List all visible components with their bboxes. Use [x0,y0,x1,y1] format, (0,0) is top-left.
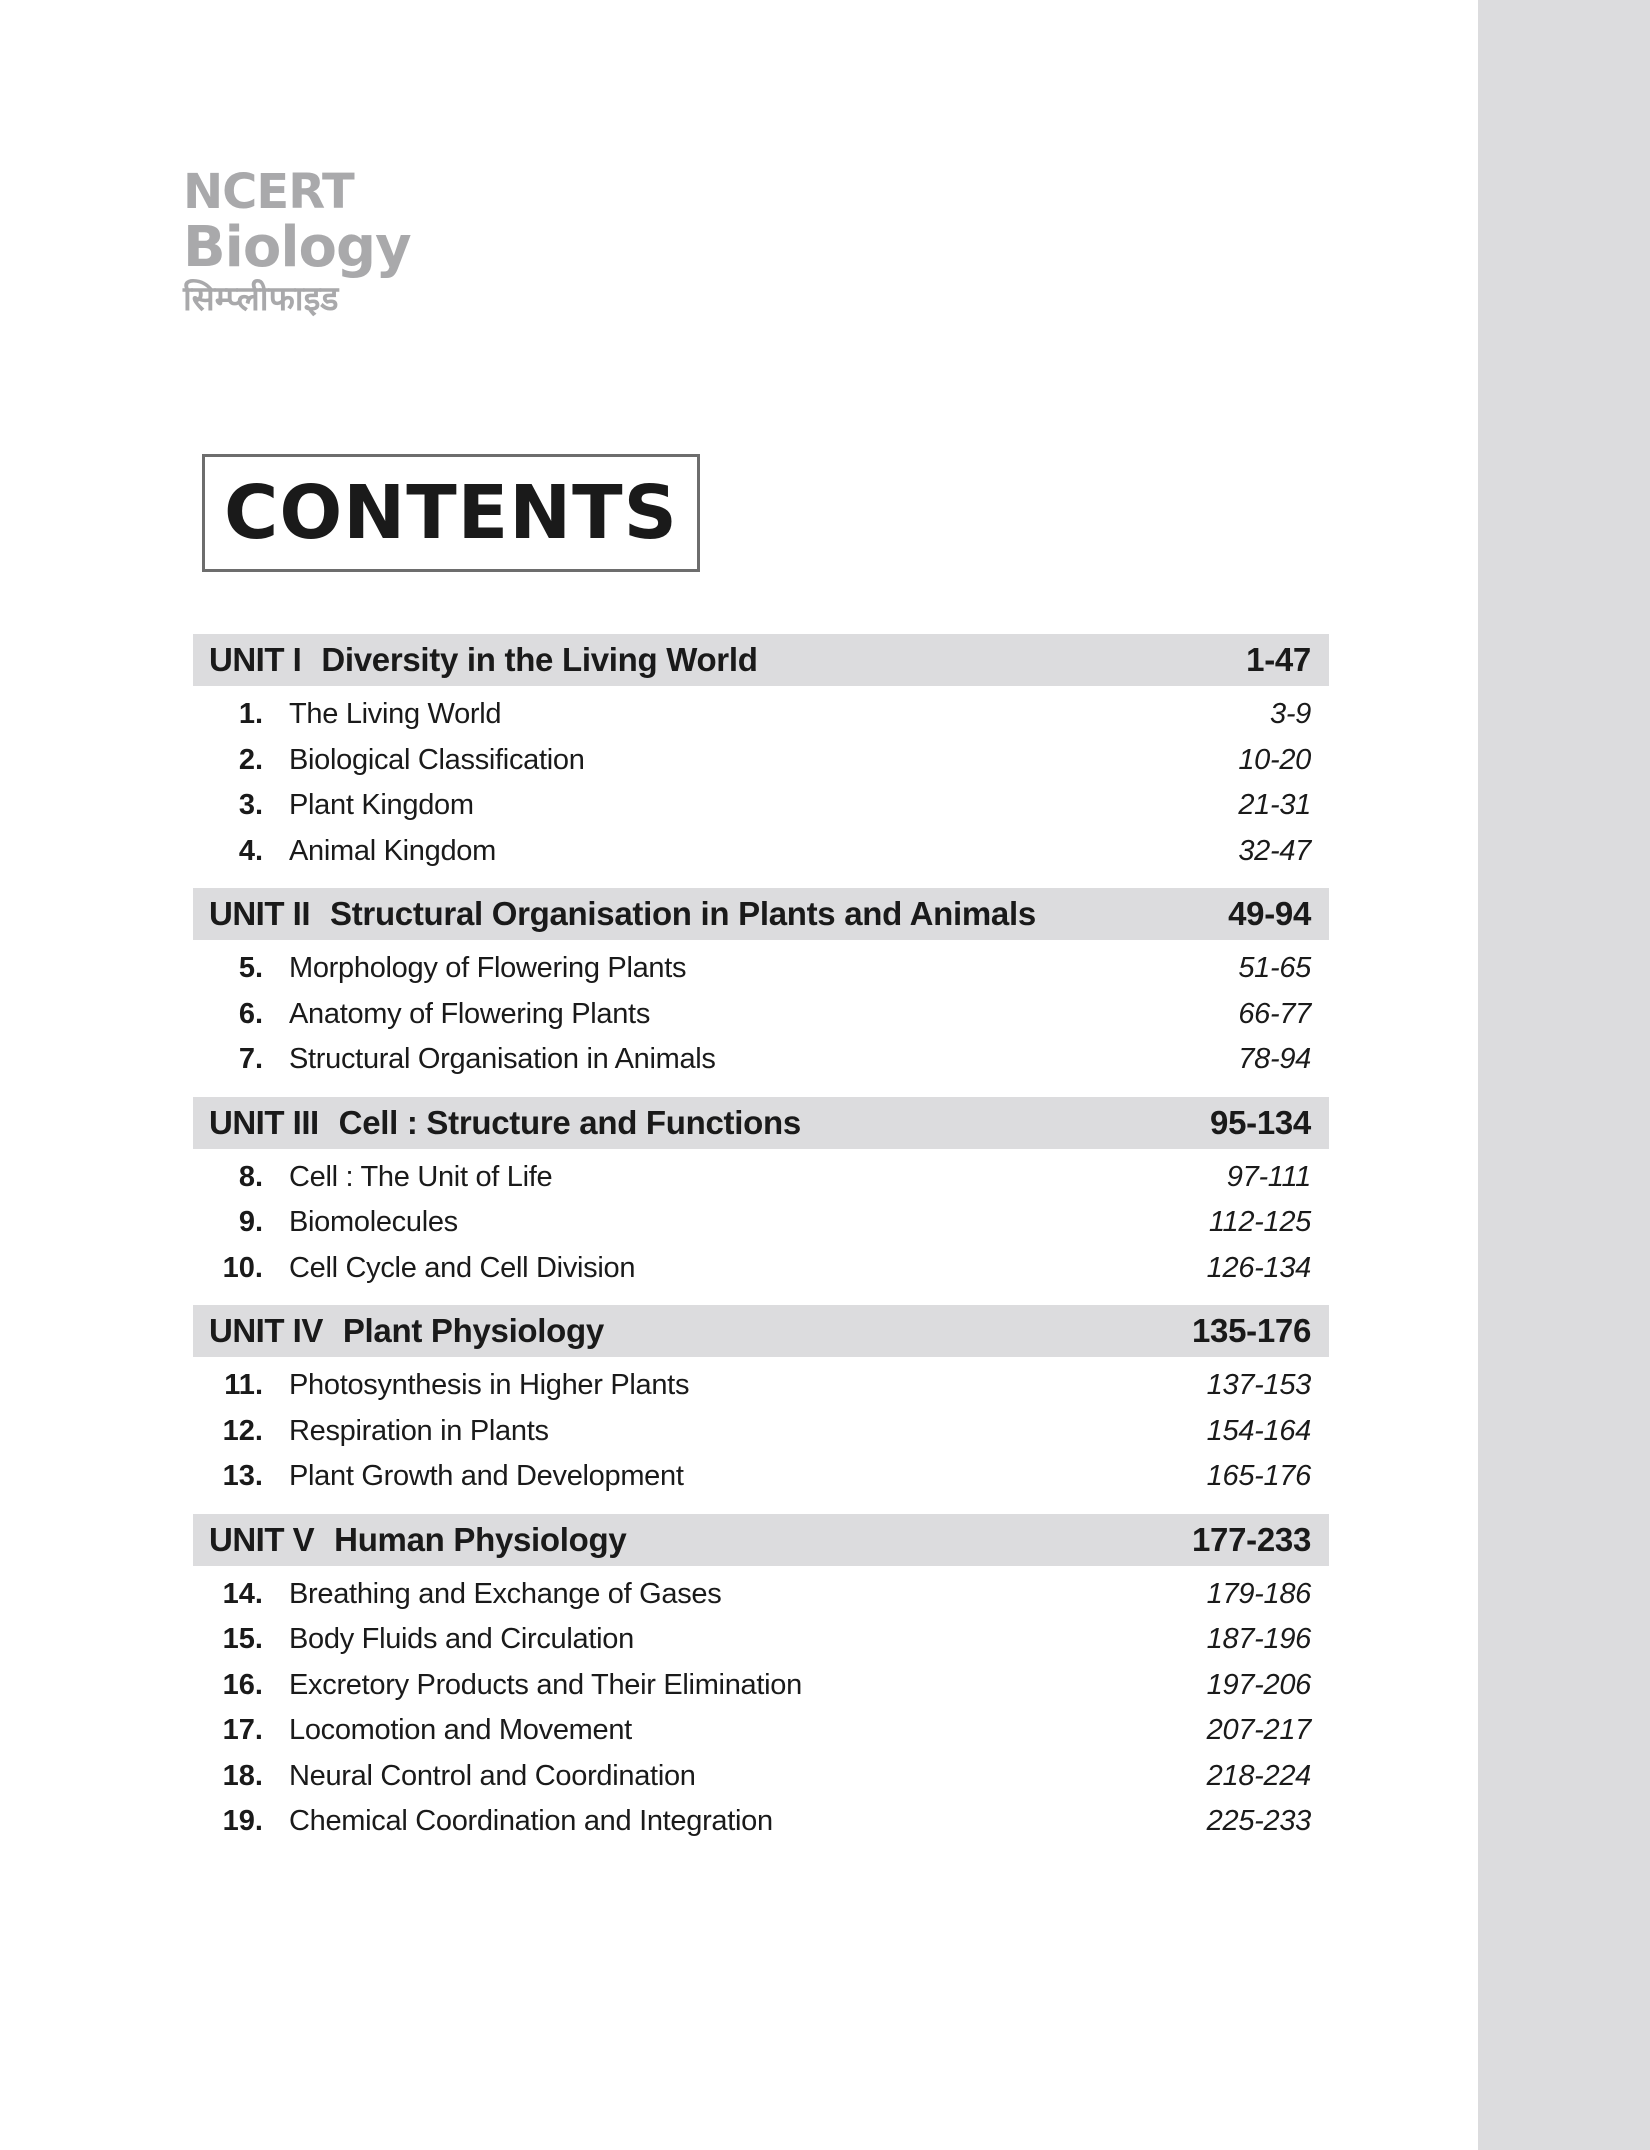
chapter-row[interactable] [193,1754,1329,1800]
chapter-page-range: 187-196 [1206,1623,1311,1656]
chapter-row[interactable] [193,829,1329,875]
chapter-page-range: 66-77 [1238,997,1311,1030]
chapter-number: 8. [238,1160,263,1193]
chapter-page-range: 21-31 [1238,789,1311,822]
chapter-title: Animal Kingdom [289,834,496,867]
chapter-number: 1. [238,698,263,731]
chapter-number: 13. [222,1460,263,1493]
chapter-title: Neural Control and Coordination [289,1759,696,1792]
chapter-row[interactable] [193,738,1329,784]
unit-section [193,1305,1329,1514]
chapter-number: 16. [222,1668,263,1701]
chapter-number: 10. [222,1251,263,1284]
chapter-page-range: 3-9 [1269,698,1311,731]
chapter-title: Cell : The Unit of Life [289,1160,553,1193]
chapter-page-range: 32-47 [1238,834,1311,867]
unit-page-range: 135-176 [1191,1312,1311,1349]
unit-label: UNIT I [209,641,302,678]
unit-title: Diversity in the Living World [321,641,758,678]
unit-title: Human Physiology [334,1520,627,1558]
brand-line-simplified: सिम्प्लीफाइड [183,279,339,319]
chapter-page-range: 179-186 [1206,1577,1311,1610]
chapter-title: Breathing and Exchange of Gases [289,1577,722,1610]
chapter-number: 17. [222,1714,263,1747]
brand-line-ncert: NCERT [183,164,354,220]
contents-heading: CONTENTS [224,470,678,556]
chapter-list [193,1566,1329,1859]
unit-section [193,1097,1329,1306]
chapter-title: The Living World [289,698,502,731]
unit-label: UNIT III [209,1103,319,1141]
chapter-number: 2. [238,743,263,776]
chapter-title: Biomolecules [289,1206,458,1239]
chapter-number: 9. [238,1206,263,1239]
unit-header[interactable] [193,1305,1329,1357]
chapter-number: 3. [238,789,263,822]
unit-label: UNIT II [209,895,310,932]
page-side-strip [1478,0,1650,2150]
chapter-title: Respiration in Plants [289,1414,549,1447]
unit-header[interactable] [193,634,1329,686]
chapter-title: Photosynthesis in Higher Plants [289,1369,690,1402]
unit-page-range: 49-94 [1228,895,1311,932]
chapter-row[interactable] [193,783,1329,829]
chapter-title: Structural Organisation in Animals [289,1043,716,1076]
chapter-list [193,940,1329,1097]
chapter-title: Biological Classification [289,743,585,776]
chapter-list [193,1149,1329,1306]
chapter-number: 11. [224,1369,263,1402]
unit-header[interactable] [193,1097,1329,1149]
unit-page-range: 95-134 [1210,1103,1311,1141]
unit-title: Cell : Structure and Functions [338,1103,801,1141]
chapter-page-range: 207-217 [1206,1714,1311,1747]
chapter-list [193,686,1329,888]
chapter-page-range: 51-65 [1238,952,1311,985]
chapter-title: Plant Kingdom [289,789,474,822]
unit-header[interactable] [193,888,1329,940]
chapter-row[interactable] [193,1663,1329,1709]
chapter-title: Body Fluids and Circulation [289,1623,634,1656]
unit-title: Plant Physiology [342,1312,604,1349]
chapter-title: Locomotion and Movement [289,1714,632,1747]
chapter-row[interactable] [193,1363,1329,1409]
chapter-page-range: 10-20 [1238,743,1311,776]
chapter-number: 19. [222,1805,263,1838]
chapter-title: Anatomy of Flowering Plants [289,997,651,1030]
chapter-title: Chemical Coordination and Integration [289,1805,773,1838]
chapter-row[interactable] [193,1708,1329,1754]
chapter-row[interactable] [193,1617,1329,1663]
table-of-contents [193,634,1329,1859]
unit-title: Structural Organisation in Plants and Animals [330,895,1036,932]
chapter-row[interactable] [193,1454,1329,1500]
chapter-page-range: 97-111 [1226,1160,1311,1193]
chapter-list [193,1357,1329,1514]
unit-page-range: 1-47 [1246,641,1311,678]
chapter-page-range: 112-125 [1208,1206,1311,1239]
chapter-number: 12. [222,1414,263,1447]
unit-section [193,634,1329,888]
chapter-number: 5. [238,952,263,985]
chapter-row[interactable] [193,1409,1329,1455]
chapter-page-range: 165-176 [1206,1460,1311,1493]
chapter-title: Morphology of Flowering Plants [289,952,687,985]
unit-section [193,1514,1329,1859]
chapter-title: Cell Cycle and Cell Division [289,1251,636,1284]
chapter-row[interactable] [193,1246,1329,1292]
chapter-row[interactable] [193,1200,1329,1246]
contents-heading-box [202,454,700,572]
chapter-number: 7. [238,1043,263,1076]
chapter-row[interactable] [193,1799,1329,1845]
chapter-row[interactable] [193,1155,1329,1201]
chapter-page-range: 137-153 [1206,1369,1311,1402]
chapter-number: 15. [222,1623,263,1656]
chapter-page-range: 78-94 [1238,1043,1311,1076]
chapter-title: Excretory Products and Their Elimination [289,1668,802,1701]
brand-logo [183,164,411,322]
unit-header[interactable] [193,1514,1329,1566]
brand-line-biology: Biology [183,215,411,280]
chapter-page-range: 126-134 [1206,1251,1311,1284]
chapter-row[interactable] [193,992,1329,1038]
unit-label: UNIT V [209,1520,315,1558]
chapter-number: 6. [238,997,263,1030]
chapter-page-range: 225-233 [1206,1805,1311,1838]
chapter-row[interactable] [193,1572,1329,1618]
chapter-page-range: 197-206 [1206,1668,1311,1701]
chapter-page-range: 218-224 [1206,1759,1311,1792]
chapter-page-range: 154-164 [1206,1414,1311,1447]
chapter-number: 18. [222,1759,263,1792]
unit-page-range: 177-233 [1191,1520,1311,1558]
chapter-number: 4. [238,834,263,867]
chapter-row[interactable] [193,692,1329,738]
unit-label: UNIT IV [209,1312,323,1349]
chapter-row[interactable] [193,1037,1329,1083]
chapter-number: 14. [222,1577,263,1610]
chapter-title: Plant Growth and Development [289,1460,684,1493]
unit-section [193,888,1329,1097]
chapter-row[interactable] [193,946,1329,992]
